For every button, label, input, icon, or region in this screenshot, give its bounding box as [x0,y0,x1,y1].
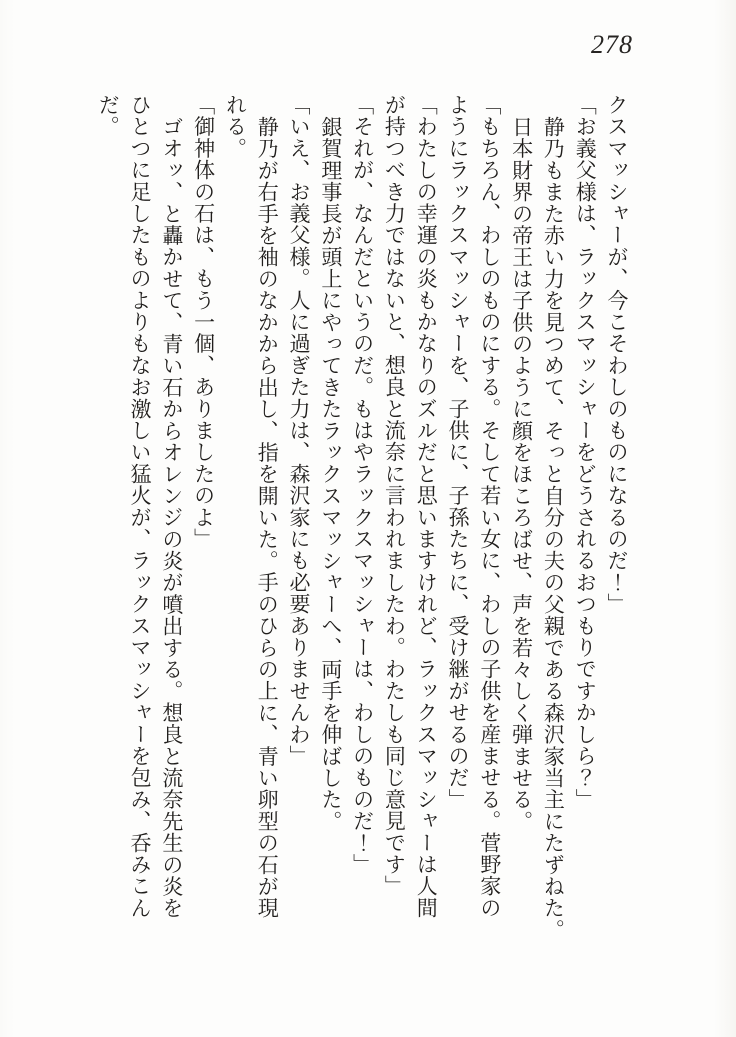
text-line: ようにラックスマッシャーを、子供に、子孫たちに、受け継がせるのだ」 [446,94,471,811]
text-line: 静乃が右手を袖のなかから出し、指を開いた。手のひらの上に、青い卵型の石が現 [255,115,280,919]
text-line: 「御神体の石は、もう一個、ありましたのよ」 [191,94,216,550]
page-number: 278 [591,30,633,59]
text-line: 「わたしの幸運の炎もかなりのズルだと思いますけれど、ラックスマッシャーは人間 [414,94,439,919]
text-line: 「それが、なんだというのだ。もはやラックスマッシャーは、わしのものだ！」 [350,94,375,876]
text-line: クスマッシャーが、今こそわしのものになるのだ！」 [605,94,629,615]
text-line: 「いえ、お義父様。人に過ぎた力は、森沢家にも必要ありませんわ」 [287,94,312,767]
text-line: 「お義父様は、ラックスマッシャーをどうされるおつもりですかしら？」 [573,94,598,811]
text-line: ゴオッ、と轟かせて、青い石からオレンジの炎が噴出する。想良と流奈先生の炎を [159,115,184,919]
text-line: ひとつに足したものよりもなお激しい猛火が、ラックスマッシャーを包み、呑みこん [128,94,153,919]
text-line: が持つべき力ではないと、想良と流奈に言われましたわ。わたしも同じ意見です」 [382,94,407,897]
text-line: れる。 [223,94,248,160]
text-line: 静乃もまた赤い力を見つめて、そっと自分の夫の父親である森沢家当主にたずねた。 [541,115,566,941]
text-line: 日本財界の帝王は子供のように顔をほころばせ、声を若々しく弾ませる。 [509,115,534,832]
text-line: 「もちろん、わしのものにする。そして若い女に、わしの子供を産ませる。菅野家の [477,94,502,919]
text-line: 銀賀理事長が頭上にやってきたラックスマッシャーへ、両手を伸ばした。 [318,115,343,832]
vertical-text-block [88,94,632,941]
text-line: だ。 [96,94,121,138]
